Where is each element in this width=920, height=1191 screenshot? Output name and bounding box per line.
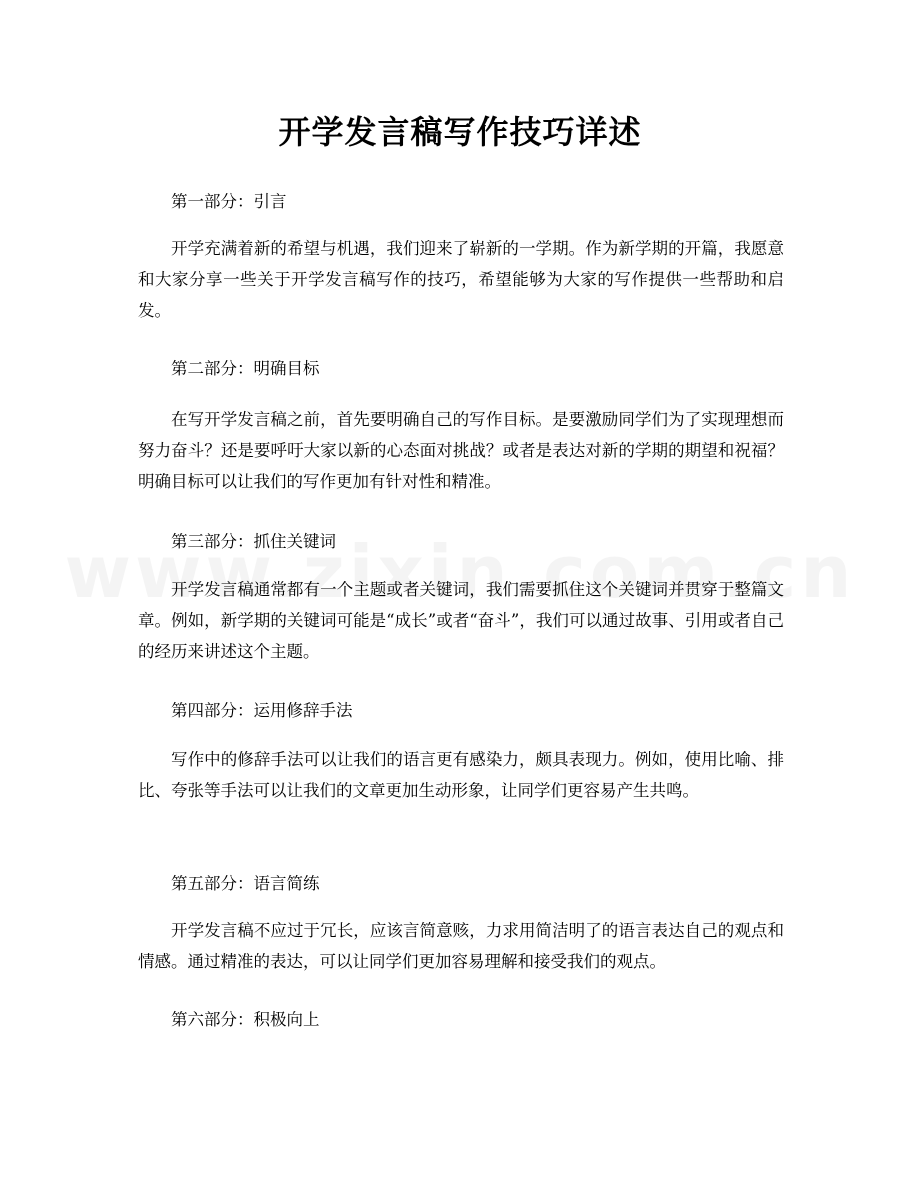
section-heading-2: 第二部分：明确目标 [171, 359, 320, 378]
section-heading-5: 第五部分：语言简练 [171, 874, 320, 893]
section-paragraph-5: 开学发言稿不应过于冗长，应该言简意赅，力求用简洁明了的语言表达自己的观点和情感。通过精准的表达，可以让同学们更加容易理解和接受我们的观点。 [138, 921, 784, 971]
section-paragraph-2: 在写开学发言稿之前，首先要明确自己的写作目标。是要激励同学们为了实现理想而努力奋斗？还是要呼吁大家以新的心态面对挑战？或者是表达对新的学期的期望和祝福？明确目标可以让我们的写作更加有针对性和精准。 [138, 410, 784, 491]
section-paragraph-3: 开学发言稿通常都有一个主题或者关键词，我们需要抓住这个关键词并贯穿于整篇文章。例如，新学期的关键词可能是“成长”或者“奋斗”，我们可以通过故事、引用或者自己的经历来讲述这个主题。 [138, 580, 784, 661]
section-paragraph-4: 写作中的修辞手法可以让我们的语言更有感染力，颇具表现力。例如，使用比喻、排比、夸张等手法可以让我们的文章更加生动形象，让同学们更容易产生共鸣。 [138, 750, 784, 800]
section-heading-4: 第四部分：运用修辞手法 [171, 701, 353, 720]
section-paragraph-1: 开学充满着新的希望与机遇，我们迎来了崭新的一学期。作为新学期的开篇，我愿意和大家分享一些关于开学发言稿写作的技巧，希望能够为大家的写作提供一些帮助和启发。 [138, 239, 784, 320]
section-heading-1: 第一部分：引言 [171, 192, 287, 211]
page-title: 开学发言稿写作技巧详述 [278, 113, 642, 151]
section-heading-6: 第六部分：积极向上 [171, 1010, 320, 1029]
section-heading-3: 第三部分：抓住关键词 [171, 532, 336, 551]
